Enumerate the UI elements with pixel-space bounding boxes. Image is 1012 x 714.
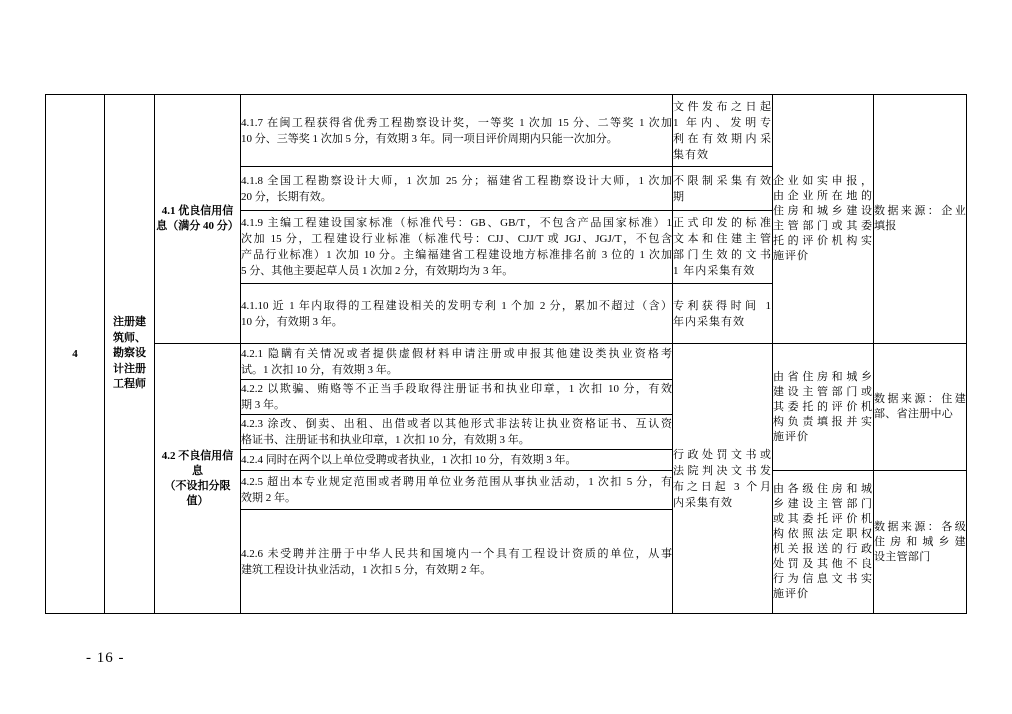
- text-line: 4.1.10 近 1 年内取得的工程建设相关的发明专利 1 个加 2 分，累加不超过（含）: [241, 299, 672, 312]
- text-line: 期 3 年。: [241, 399, 285, 411]
- validity-cell-4-1-7: [673, 95, 773, 167]
- text-line: 法院判决文书发: [673, 464, 772, 477]
- text-line: 10 分、三等奖 1 次加 5 分，有效期 3 年。同一项目评价周期内只能一次加分。: [241, 132, 618, 145]
- text-line: 建筑工程设计执业活动，1 次扣 5 分，有效期 2 年。: [241, 563, 492, 576]
- text-line: 集有效: [673, 148, 709, 161]
- text-line: 其委托的评价机: [773, 400, 873, 413]
- text-line: 20 分，长期有效。: [241, 190, 332, 203]
- text-line: 试。1 次扣 10 分，有效期 3 年。: [241, 363, 398, 376]
- text-line: 数据来源：各级: [874, 520, 966, 533]
- text-line: 4.1.9 主编工程建设国家标准（标准代号：GB、GB/T，不包含产品国家标准）1: [241, 217, 672, 229]
- text-line: 格证书、注册证书和执业印章，1 次扣 10 分，有效期 3 年。: [241, 434, 530, 446]
- text-line: 4.2.5 超出本专业规定范围或者聘用单位业务范围从事执业活动，1 次扣 5 分，有: [241, 476, 672, 488]
- text-line: 工程师: [113, 378, 146, 391]
- text-line: 处罚及其他不良: [773, 558, 873, 570]
- text-line: 构负责填报并实: [773, 415, 873, 428]
- text-line: 注册建: [113, 316, 146, 329]
- text-line: 正式印发的标准: [673, 217, 772, 229]
- source-cell-4-2-a: [874, 344, 967, 471]
- text-line: 专利获得时间 1: [673, 299, 772, 312]
- text-line: 部、省注册中心: [874, 408, 954, 420]
- text-line: 4.2.1 隐瞒有关情况或者提供虚假材料申请注册或申报其他建设类执业资格考: [241, 347, 672, 360]
- text-line: 布之日起 3 个月: [673, 480, 772, 493]
- text-line: 值）: [186, 494, 209, 507]
- credit-evaluation-table: [45, 94, 967, 614]
- text-line: 4.1 优良信用信: [161, 205, 234, 217]
- text-line: 数据来源：企业: [874, 205, 966, 217]
- text-line: 利在有效期内采: [673, 132, 772, 145]
- text-line: 勘察设: [113, 347, 146, 360]
- text-line: 数据来源：住建: [874, 393, 966, 405]
- text-line: （不设扣分限: [164, 479, 231, 492]
- group-number-cell: 4: [46, 95, 105, 614]
- text-line: 内采集有效: [673, 496, 733, 509]
- item-4-2-6: [241, 510, 673, 614]
- text-line: 住房和城乡建设: [773, 205, 873, 217]
- text-line: 由各级住房和城: [773, 483, 873, 495]
- text-line: 乡建设主管部门: [773, 498, 873, 510]
- item-4-2-3: [241, 415, 673, 450]
- text-line: 产品行业标准）1 次加 10 分。主编福建省工程建设地方标准排名前 3 位的 1 次加: [241, 249, 672, 261]
- text-line: 效期 2 年。: [241, 492, 296, 504]
- text-line: 4.2 不良信用信: [161, 449, 234, 462]
- text-line: 1 年内采集有效: [673, 265, 756, 277]
- section-title-4-2: [155, 344, 241, 614]
- source-cell-4-2-b: [874, 471, 967, 614]
- text-line: 企业如实申报，: [773, 175, 873, 187]
- item-4-2-1: [241, 344, 673, 380]
- text-line: 由省住房和城乡: [773, 370, 873, 383]
- text-line: 机关报送的行政: [773, 543, 873, 555]
- text-line: 5 分、其他主要起草人员 1 次加 2 分，有效期均为 3 年。: [241, 265, 514, 277]
- item-4-2-2: [241, 380, 673, 415]
- text-line: 构依照法定职权: [773, 528, 873, 540]
- validity-cell-4-2: [673, 344, 773, 614]
- validity-cell-4-1-9: [673, 211, 773, 284]
- text-line: 设主管部门: [874, 550, 931, 563]
- text-line: 施评价: [773, 588, 809, 600]
- text-line: 主管部门或其委: [773, 220, 873, 232]
- text-line: 1 年内、发明专: [673, 116, 772, 129]
- text-line: 次加 15 分，工程建设行业标准（标准代号：CJJ、CJJ/T 或 JGJ、JGJ/T，不包含: [241, 233, 672, 245]
- section-title-4-1: [155, 95, 241, 344]
- text-line: 4.1.8 全国工程勘察设计大师，1 次加 25 分；福建省工程勘察设计大师，1 次加: [241, 174, 672, 187]
- text-line: 4.1.7 在闽工程获得省优秀工程勘察设计奖，一等奖 1 次加 15 分、二等奖 1 次加: [241, 116, 672, 129]
- text-line: 建设主管部门或: [773, 385, 873, 398]
- evaluator-cell-4-2-b: [773, 471, 874, 614]
- item-4-2-4: [241, 450, 673, 471]
- text-line: 10 分，有效期 3 年。: [241, 315, 343, 328]
- text-line: 填报: [874, 220, 897, 232]
- text-line: 不限制采集有效: [673, 174, 772, 187]
- text-line: 筑师、: [113, 331, 146, 344]
- text-line: 文件发布之日起: [673, 100, 772, 113]
- item-4-1-9: [241, 211, 673, 284]
- page-number: - 16 -: [86, 650, 125, 666]
- item-4-1-10: [241, 284, 673, 344]
- text-line: 息（满分 40 分）: [156, 220, 239, 232]
- text-line: 施评价: [773, 430, 809, 443]
- evaluator-cell-4-2-a: [773, 344, 874, 471]
- validity-cell-4-1-10: [673, 284, 773, 344]
- text-line: 或其委托评价机: [773, 513, 873, 525]
- text-line: 4.2.2 以欺骗、贿赂等不正当手段取得注册证书和执业印章，1 次扣 10 分，有效: [241, 383, 672, 395]
- text-line: 文本和住建主管: [673, 233, 772, 245]
- text-line: 行为信息文书实: [773, 573, 873, 585]
- text-line: 部门生效的文书: [673, 249, 772, 261]
- item-4-1-8: [241, 167, 673, 211]
- text-line: 息: [192, 464, 203, 477]
- source-cell-4-1: [874, 95, 967, 344]
- text-line: 托的评价机构实: [773, 235, 873, 247]
- validity-cell-4-1-8: [673, 167, 773, 211]
- item-4-2-5: [241, 471, 673, 510]
- item-4-1-7: [241, 95, 673, 167]
- text-line: 4.2.6 未受聘并注册于中华人民共和国境内一个具有工程设计资质的单位，从事: [241, 547, 672, 560]
- text-line: 计注册: [113, 362, 146, 375]
- text-line: 年内采集有效: [673, 315, 745, 328]
- category-cell: [105, 95, 155, 614]
- text-line: 4.2.4 同时在两个以上单位受聘或者执业，1 次扣 10 分，有效期 3 年。: [241, 454, 577, 466]
- evaluator-cell-4-1: [773, 95, 874, 344]
- text-line: 住房和城乡建: [874, 535, 966, 548]
- text-line: 施评价: [773, 250, 809, 262]
- text-line: 4.2.3 涂改、倒卖、出租、出借或者以其他形式非法转让执业资格证书、互认资: [241, 418, 672, 430]
- text-line: 行政处罚文书或: [673, 448, 772, 461]
- text-line: 期: [673, 190, 685, 203]
- text-line: 由企业所在地的: [773, 190, 873, 202]
